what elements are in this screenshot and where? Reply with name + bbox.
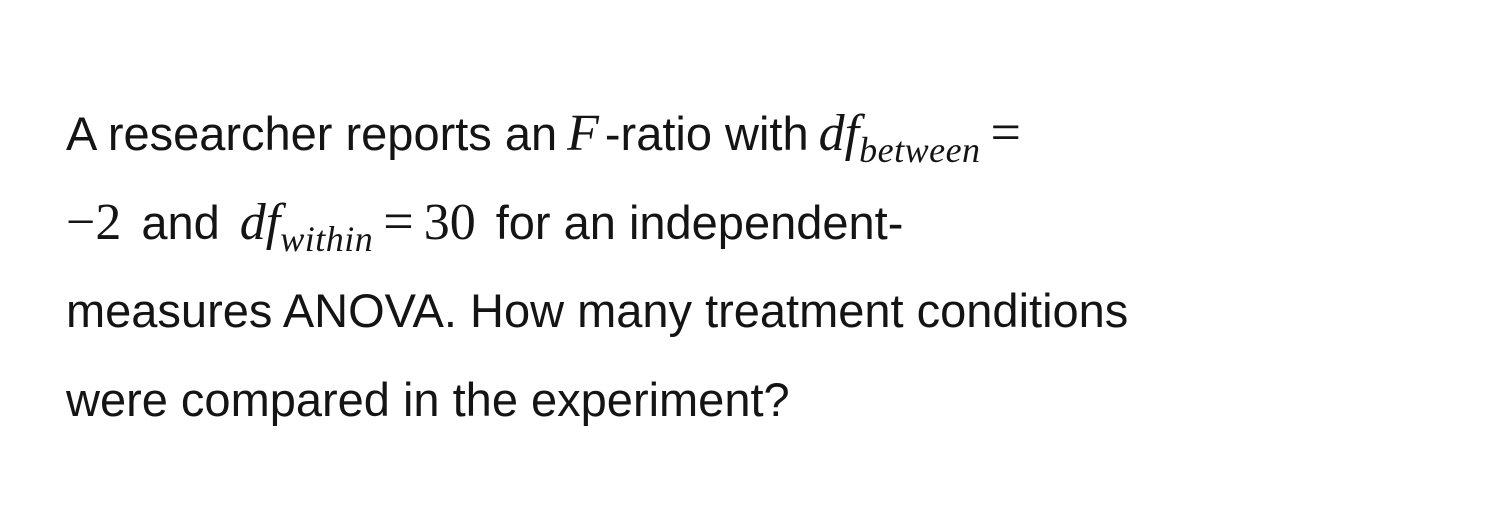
df-within-value: 30 bbox=[423, 194, 476, 251]
question-line-4: were compared in the experiment? bbox=[66, 373, 790, 426]
question-text bbox=[66, 88, 1456, 444]
df-within-symbol bbox=[239, 194, 374, 259]
question-line-3: measures ANOVA. How many treatment conditions bbox=[66, 284, 1129, 337]
df-label: df bbox=[818, 105, 860, 162]
df-between-symbol bbox=[818, 105, 981, 170]
between-subscript: between bbox=[859, 130, 981, 170]
equals-sign: = bbox=[990, 102, 1022, 162]
df-label-2: df bbox=[239, 194, 281, 251]
intro-text: A researcher reports an bbox=[66, 107, 558, 160]
ratio-with-text: -ratio with bbox=[604, 107, 809, 160]
question-line-1 bbox=[66, 88, 1456, 177]
equals-sign-2: = bbox=[383, 191, 414, 251]
f-symbol: F bbox=[567, 105, 599, 162]
question-line-2 bbox=[66, 177, 1456, 266]
within-subscript: within bbox=[280, 219, 374, 259]
df-between-value: −2 bbox=[66, 194, 122, 251]
independent-text: for an independent- bbox=[495, 196, 904, 249]
and-text: and bbox=[141, 196, 220, 249]
